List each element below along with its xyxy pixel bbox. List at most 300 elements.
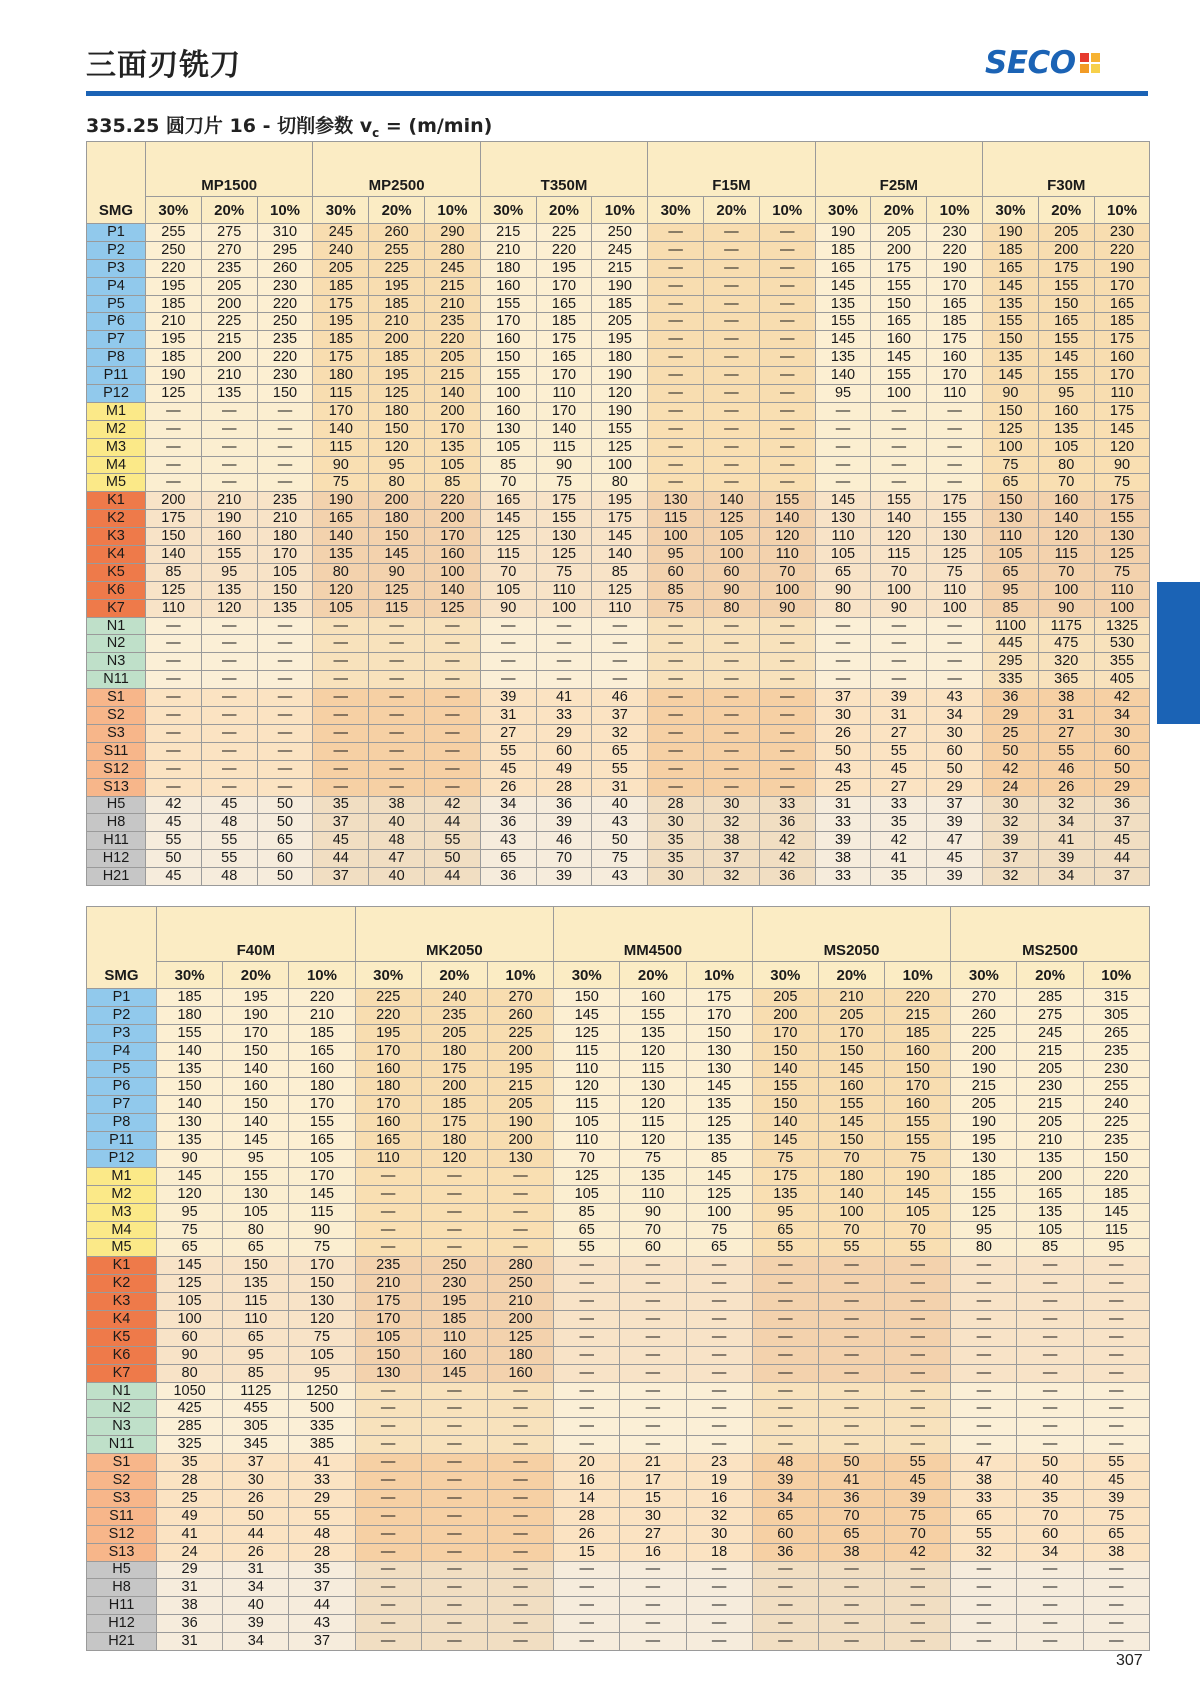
value-cell: 17 [620, 1472, 686, 1490]
subtitle-subscript: c [372, 125, 380, 140]
value-cell: 260 [369, 224, 425, 242]
value-cell: 170 [686, 1006, 752, 1024]
value-cell: — [871, 438, 927, 456]
value-cell: — [818, 1561, 884, 1579]
value-cell: 130 [487, 1150, 553, 1168]
value-cell: 95 [223, 1346, 289, 1364]
value-cell: 115 [289, 1203, 355, 1221]
value-cell: 125 [487, 1328, 553, 1346]
value-cell: 49 [536, 760, 592, 778]
table-row [87, 1024, 1150, 1042]
table-row [87, 1561, 1150, 1579]
value-cell: 195 [536, 259, 592, 277]
value-cell: — [759, 438, 815, 456]
value-cell: 195 [146, 277, 202, 295]
value-cell: 80 [1038, 456, 1094, 474]
value-cell: 44 [289, 1597, 355, 1615]
value-cell: 42 [759, 832, 815, 850]
value-cell: 170 [355, 1096, 421, 1114]
value-cell: 200 [871, 241, 927, 259]
value-cell: 105 [257, 563, 313, 581]
value-cell: 180 [592, 349, 648, 367]
value-cell: 33 [815, 814, 871, 832]
value-cell: — [620, 1400, 686, 1418]
value-cell: 135 [752, 1185, 818, 1203]
value-cell: — [487, 1382, 553, 1400]
value-cell: 185 [289, 1024, 355, 1042]
value-cell: 90 [536, 456, 592, 474]
value-cell: 45 [146, 868, 202, 886]
table-row [87, 989, 1150, 1007]
value-cell: 160 [885, 1096, 951, 1114]
value-cell: 200 [425, 402, 481, 420]
value-cell: 125 [554, 1024, 620, 1042]
value-cell: 180 [289, 1078, 355, 1096]
value-cell: — [871, 402, 927, 420]
value-cell: 125 [686, 1114, 752, 1132]
value-cell: 135 [157, 1132, 223, 1150]
table-row [87, 1150, 1150, 1168]
value-cell: 210 [818, 989, 884, 1007]
value-cell: 37 [704, 850, 760, 868]
value-cell: 135 [983, 295, 1039, 313]
value-cell: 255 [369, 241, 425, 259]
value-cell: 95 [157, 1203, 223, 1221]
value-cell: — [815, 653, 871, 671]
value-cell: 120 [554, 1078, 620, 1096]
value-cell: — [648, 313, 704, 331]
value-cell: 405 [1094, 671, 1150, 689]
table-row [87, 1525, 1150, 1543]
value-cell: 65 [983, 474, 1039, 492]
value-cell: — [1017, 1346, 1083, 1364]
percent-header: 20% [369, 197, 425, 224]
value-cell: — [554, 1328, 620, 1346]
value-cell: — [355, 1382, 421, 1400]
value-cell: — [704, 224, 760, 242]
value-cell: — [759, 241, 815, 259]
value-cell: — [1017, 1400, 1083, 1418]
value-cell: — [201, 778, 257, 796]
value-cell: 190 [983, 224, 1039, 242]
value-cell: 150 [818, 1042, 884, 1060]
value-cell: 33 [951, 1489, 1017, 1507]
value-cell: 190 [592, 402, 648, 420]
value-cell: 90 [815, 581, 871, 599]
value-cell: 125 [536, 546, 592, 564]
value-cell: 30 [927, 724, 983, 742]
smg-cell: H5 [87, 796, 146, 814]
table-row [87, 671, 1150, 689]
value-cell: 18 [686, 1543, 752, 1561]
value-cell: — [951, 1293, 1017, 1311]
value-cell: 115 [313, 438, 369, 456]
value-cell: — [759, 313, 815, 331]
subtitle-suffix: = (m/min) [379, 115, 493, 137]
value-cell: 165 [1094, 295, 1150, 313]
percent-header: 10% [885, 962, 951, 989]
value-cell: 210 [201, 367, 257, 385]
value-cell: 65 [815, 563, 871, 581]
value-cell: — [704, 277, 760, 295]
value-cell: 80 [223, 1221, 289, 1239]
value-cell: 130 [480, 420, 536, 438]
value-cell: 140 [157, 1096, 223, 1114]
value-cell: 280 [487, 1257, 553, 1275]
value-cell: 50 [983, 742, 1039, 760]
percent-header: 10% [425, 197, 481, 224]
value-cell: 90 [704, 581, 760, 599]
value-cell: 120 [201, 599, 257, 617]
value-cell: 1125 [223, 1382, 289, 1400]
smg-cell: P6 [87, 1078, 157, 1096]
value-cell: — [752, 1561, 818, 1579]
value-cell: 35 [1017, 1489, 1083, 1507]
value-cell: 50 [818, 1454, 884, 1472]
value-cell: — [871, 456, 927, 474]
seco-logo [985, 46, 1100, 80]
value-cell: 27 [871, 778, 927, 796]
value-cell: 36 [752, 1543, 818, 1561]
value-cell: 30 [686, 1525, 752, 1543]
value-cell: 220 [257, 295, 313, 313]
value-cell: — [355, 1454, 421, 1472]
value-cell: 155 [480, 295, 536, 313]
value-cell: 200 [369, 331, 425, 349]
value-cell: — [313, 760, 369, 778]
value-cell: — [759, 277, 815, 295]
value-cell: 185 [146, 295, 202, 313]
table-row [87, 1132, 1150, 1150]
value-cell: — [815, 420, 871, 438]
value-cell: 90 [871, 599, 927, 617]
percent-header: 20% [620, 962, 686, 989]
table-row [87, 1328, 1150, 1346]
value-cell: 55 [1083, 1454, 1149, 1472]
smg-cell: P1 [87, 224, 146, 242]
value-cell: 205 [871, 224, 927, 242]
value-cell: 210 [480, 241, 536, 259]
value-cell: 475 [1038, 635, 1094, 653]
value-cell: 110 [815, 528, 871, 546]
value-cell: 100 [704, 546, 760, 564]
value-cell: 24 [157, 1543, 223, 1561]
value-cell: 235 [421, 1006, 487, 1024]
value-cell: 235 [425, 313, 481, 331]
value-cell: 120 [1038, 528, 1094, 546]
value-cell: 40 [369, 868, 425, 886]
smg-cell: H11 [87, 1597, 157, 1615]
percent-header: 20% [818, 962, 884, 989]
value-cell: — [257, 617, 313, 635]
value-cell: 200 [1017, 1167, 1083, 1185]
table-row [87, 1615, 1150, 1633]
value-cell: 40 [369, 814, 425, 832]
value-cell: 35 [871, 868, 927, 886]
value-cell: — [1083, 1293, 1149, 1311]
value-cell: — [592, 617, 648, 635]
value-cell: 185 [592, 295, 648, 313]
smg-cell: M3 [87, 438, 146, 456]
value-cell: 220 [257, 349, 313, 367]
table-row [87, 689, 1150, 707]
value-cell: 100 [927, 599, 983, 617]
value-cell: — [425, 778, 481, 796]
value-cell: — [648, 349, 704, 367]
smg-cell: P5 [87, 1060, 157, 1078]
table-row [87, 474, 1150, 492]
value-cell: — [620, 1561, 686, 1579]
value-cell: — [704, 438, 760, 456]
value-cell: 100 [592, 456, 648, 474]
value-cell: 32 [592, 724, 648, 742]
value-cell: 155 [201, 546, 257, 564]
table-row [87, 295, 1150, 313]
value-cell: 200 [425, 510, 481, 528]
value-cell: — [480, 671, 536, 689]
value-cell: 150 [369, 528, 425, 546]
value-cell: — [704, 402, 760, 420]
percent-header: 10% [927, 197, 983, 224]
value-cell: — [704, 349, 760, 367]
value-cell: 75 [752, 1150, 818, 1168]
value-cell: 200 [201, 295, 257, 313]
smg-cell: M2 [87, 420, 146, 438]
table-row [87, 1364, 1150, 1382]
value-cell: — [1083, 1400, 1149, 1418]
value-cell: 70 [885, 1525, 951, 1543]
value-cell: 225 [1083, 1114, 1149, 1132]
value-cell: 190 [815, 224, 871, 242]
value-cell: 33 [871, 796, 927, 814]
value-cell: 65 [1083, 1525, 1149, 1543]
value-cell: — [146, 707, 202, 725]
value-cell: 75 [289, 1239, 355, 1257]
value-cell: 145 [815, 331, 871, 349]
value-cell: 30 [983, 796, 1039, 814]
smg-cell: N2 [87, 635, 146, 653]
value-cell: — [257, 420, 313, 438]
value-cell: 250 [257, 313, 313, 331]
value-cell: — [554, 1382, 620, 1400]
value-cell: 115 [223, 1293, 289, 1311]
smg-cell: H5 [87, 1561, 157, 1579]
value-cell: — [759, 778, 815, 796]
percent-header: 30% [983, 197, 1039, 224]
value-cell: 140 [536, 420, 592, 438]
value-cell: — [951, 1382, 1017, 1400]
value-cell: 270 [487, 989, 553, 1007]
value-cell: 65 [554, 1221, 620, 1239]
value-cell: 220 [425, 331, 481, 349]
value-cell: 220 [146, 259, 202, 277]
percent-header: 10% [289, 962, 355, 989]
table-row [87, 1472, 1150, 1490]
value-cell: 175 [421, 1060, 487, 1078]
value-cell: 120 [313, 581, 369, 599]
value-cell: 200 [369, 492, 425, 510]
value-cell: 47 [369, 850, 425, 868]
smg-cell: P8 [87, 349, 146, 367]
value-cell: — [201, 438, 257, 456]
value-cell: 90 [157, 1346, 223, 1364]
value-cell: 120 [620, 1132, 686, 1150]
value-cell: — [686, 1436, 752, 1454]
value-cell: — [704, 671, 760, 689]
value-cell: 170 [223, 1024, 289, 1042]
value-cell: 110 [554, 1132, 620, 1150]
value-cell: — [620, 1275, 686, 1293]
value-cell: — [355, 1203, 421, 1221]
value-cell: 140 [425, 385, 481, 403]
smg-cell: S12 [87, 1525, 157, 1543]
logo-mark-icon [1080, 53, 1100, 73]
value-cell: — [704, 259, 760, 277]
value-cell: 110 [223, 1311, 289, 1329]
value-cell: — [425, 689, 481, 707]
value-cell: — [951, 1328, 1017, 1346]
table-row [87, 1311, 1150, 1329]
value-cell: — [885, 1328, 951, 1346]
value-cell: — [927, 617, 983, 635]
value-cell: 95 [201, 563, 257, 581]
value-cell: 100 [871, 385, 927, 403]
value-cell: 35 [648, 850, 704, 868]
value-cell: 65 [223, 1239, 289, 1257]
value-cell: — [421, 1221, 487, 1239]
value-cell: — [648, 295, 704, 313]
smg-cell: P6 [87, 313, 146, 331]
value-cell: 195 [146, 331, 202, 349]
value-cell: — [1017, 1615, 1083, 1633]
value-cell: 110 [146, 599, 202, 617]
value-cell: 40 [223, 1597, 289, 1615]
value-cell: 155 [157, 1024, 223, 1042]
value-cell: — [1017, 1382, 1083, 1400]
value-cell: 45 [1083, 1472, 1149, 1490]
value-cell: 37 [815, 689, 871, 707]
value-cell: 220 [289, 989, 355, 1007]
value-cell: — [759, 402, 815, 420]
smg-cell: P1 [87, 989, 157, 1007]
value-cell: — [554, 1597, 620, 1615]
value-cell: 75 [686, 1221, 752, 1239]
value-cell: 55 [289, 1507, 355, 1525]
table-row [87, 367, 1150, 385]
value-cell: 100 [1038, 581, 1094, 599]
value-cell: 130 [686, 1060, 752, 1078]
value-cell: 25 [157, 1489, 223, 1507]
value-cell: 110 [355, 1150, 421, 1168]
value-cell: — [815, 671, 871, 689]
table-row [87, 438, 1150, 456]
value-cell: 80 [313, 563, 369, 581]
smg-cell: P8 [87, 1114, 157, 1132]
value-cell: — [421, 1400, 487, 1418]
value-cell: 135 [157, 1060, 223, 1078]
value-cell: — [1083, 1633, 1149, 1651]
value-cell: 170 [355, 1311, 421, 1329]
value-cell: — [648, 653, 704, 671]
value-cell: 95 [983, 581, 1039, 599]
value-cell: 95 [223, 1150, 289, 1168]
table-row [87, 617, 1150, 635]
value-cell: 175 [871, 259, 927, 277]
grade-header: MS2500 [951, 907, 1150, 962]
value-cell: 325 [157, 1436, 223, 1454]
value-cell: — [421, 1418, 487, 1436]
value-cell: — [201, 635, 257, 653]
value-cell: 425 [157, 1400, 223, 1418]
value-cell: — [759, 367, 815, 385]
value-cell: 180 [487, 1346, 553, 1364]
value-cell: — [885, 1346, 951, 1364]
value-cell: — [421, 1436, 487, 1454]
value-cell: — [487, 1185, 553, 1203]
value-cell: — [1083, 1579, 1149, 1597]
value-cell: 160 [480, 402, 536, 420]
table-row [87, 1114, 1150, 1132]
value-cell: 150 [257, 385, 313, 403]
value-cell: 170 [425, 420, 481, 438]
value-cell: 145 [815, 492, 871, 510]
smg-cell: S13 [87, 778, 146, 796]
value-cell: 125 [554, 1167, 620, 1185]
smg-cell: S2 [87, 1472, 157, 1490]
value-cell: — [487, 1418, 553, 1436]
smg-cell: H12 [87, 850, 146, 868]
value-cell: 155 [815, 313, 871, 331]
value-cell: 95 [752, 1203, 818, 1221]
value-cell: 115 [554, 1096, 620, 1114]
value-cell: — [355, 1507, 421, 1525]
value-cell: 190 [1094, 259, 1150, 277]
value-cell: 130 [355, 1364, 421, 1382]
value-cell: 25 [983, 724, 1039, 742]
value-cell: 295 [257, 241, 313, 259]
value-cell: — [369, 778, 425, 796]
value-cell: 245 [592, 241, 648, 259]
value-cell: — [1083, 1436, 1149, 1454]
value-cell: 315 [1083, 989, 1149, 1007]
value-cell: 210 [201, 492, 257, 510]
percent-header: 10% [759, 197, 815, 224]
value-cell: 60 [927, 742, 983, 760]
smg-cell: P4 [87, 1042, 157, 1060]
value-cell: 85 [223, 1364, 289, 1382]
value-cell: 70 [536, 850, 592, 868]
value-cell: 195 [487, 1060, 553, 1078]
value-cell: 220 [1094, 241, 1150, 259]
value-cell: 41 [871, 850, 927, 868]
value-cell: 43 [289, 1615, 355, 1633]
value-cell: — [146, 671, 202, 689]
value-cell: 175 [1094, 402, 1150, 420]
table-row [87, 528, 1150, 546]
value-cell: — [648, 778, 704, 796]
value-cell: 28 [157, 1472, 223, 1490]
value-cell: — [885, 1257, 951, 1275]
value-cell: — [1083, 1597, 1149, 1615]
value-cell: 140 [871, 510, 927, 528]
table-row [87, 1507, 1150, 1525]
value-cell: 65 [686, 1239, 752, 1257]
value-cell: — [885, 1275, 951, 1293]
value-cell: — [686, 1311, 752, 1329]
value-cell: 115 [369, 599, 425, 617]
table-row [87, 1489, 1150, 1507]
value-cell: — [487, 1472, 553, 1490]
